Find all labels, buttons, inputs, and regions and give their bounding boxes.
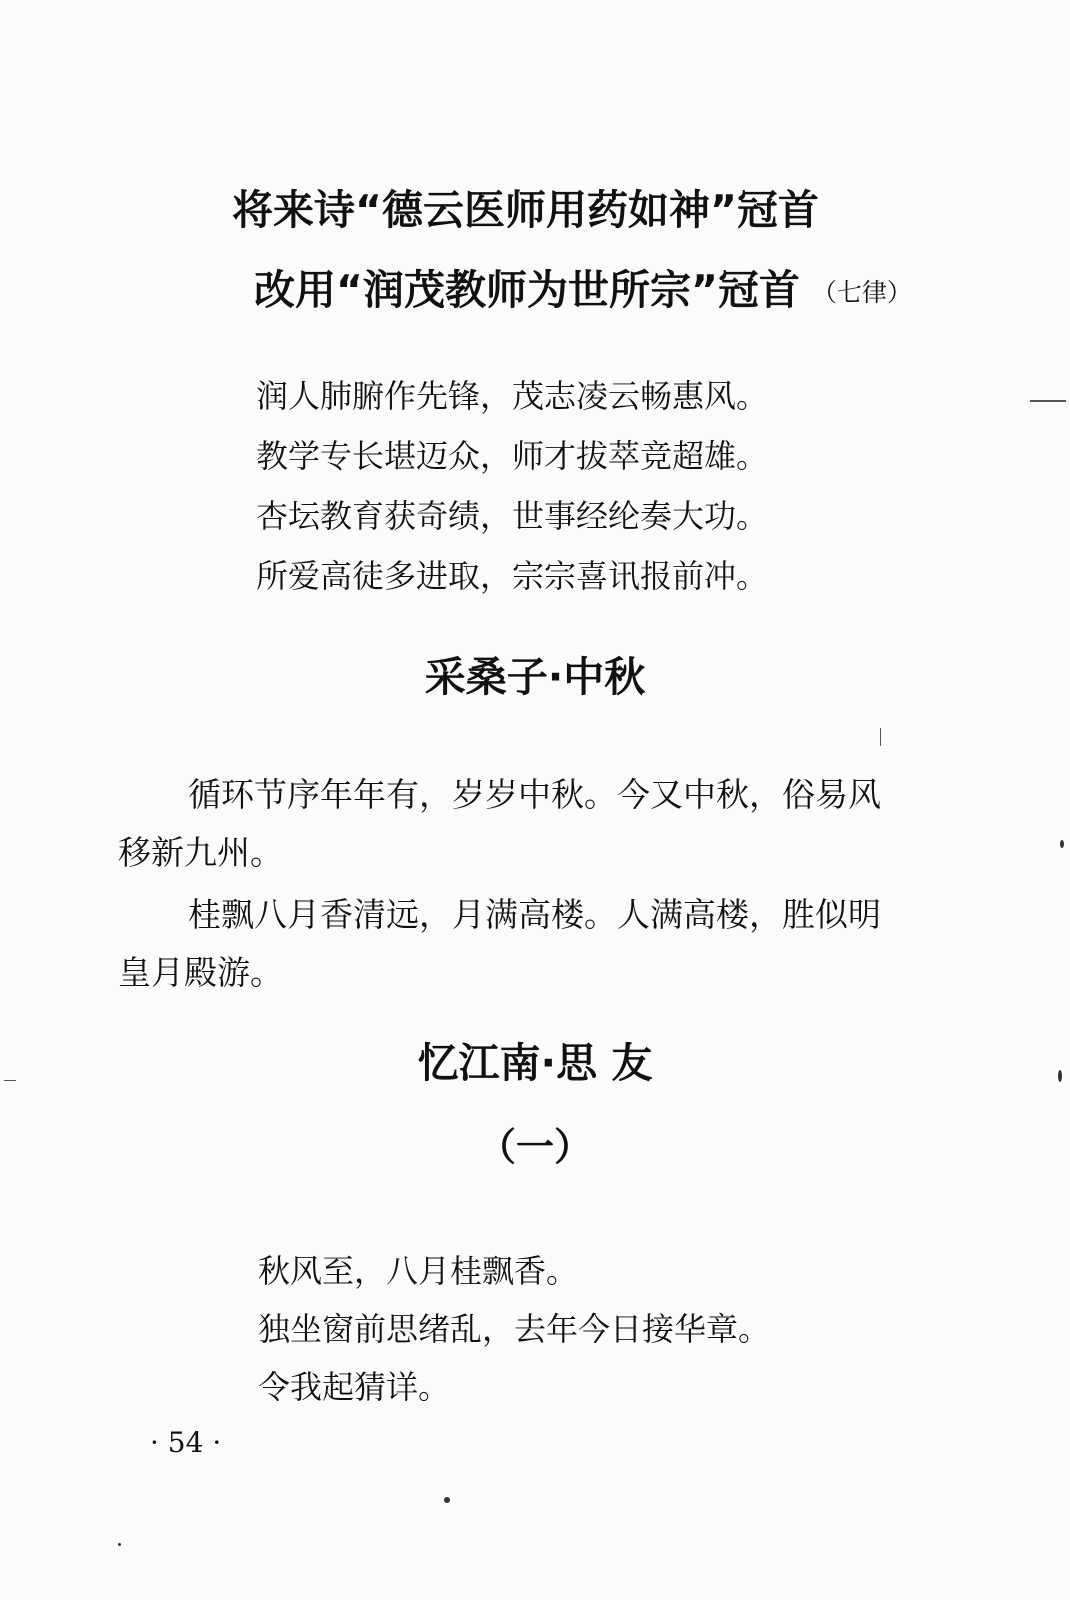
scan-mark	[4, 1080, 16, 1081]
poem1-title-line2	[254, 266, 912, 314]
poem1-line-1: 润人肺腑作先锋，茂志凌云畅惠风。	[256, 377, 769, 415]
poem1-title-line2-text: 改用“润茂教师为世所宗”冠首	[254, 266, 800, 314]
poem3-line-3: 令我起猜详。	[258, 1368, 451, 1406]
scan-speck	[1060, 840, 1064, 848]
page-number: · 54 ·	[150, 1426, 222, 1459]
poem2-para2-line2: 皇月殿游。	[118, 953, 283, 992]
scan-speck	[1058, 1070, 1062, 1082]
poem1-line-2: 教学专长堪迈众，师才拔萃竞超雄。	[256, 437, 769, 475]
poem3-subtitle: （一）	[477, 1125, 592, 1169]
poem2-title: 采桑子·中秋	[424, 653, 646, 701]
poem3-line-2: 独坐窗前思绪乱，去年今日接华章。	[258, 1310, 771, 1348]
scan-mark	[880, 728, 881, 746]
scan-mark	[1030, 400, 1066, 402]
poem2-para1-line2: 移新九州。	[118, 833, 283, 872]
poem2-para2-line1: 桂飘八月香清远，月满高楼。人满高楼，胜似明	[188, 895, 881, 934]
poem3-line-1: 秋风至，八月桂飘香。	[258, 1252, 579, 1290]
poem1-title-line1: 将来诗“德云医师用药如神”冠首	[232, 186, 819, 234]
scan-speck	[118, 1543, 121, 1546]
poem2-para1-line1: 循环节序年年有，岁岁中秋。今又中秋，俗易风	[188, 775, 881, 814]
poem3-title: 忆江南·思 友	[417, 1039, 653, 1087]
scan-speck	[444, 1497, 450, 1503]
poem1-line-4: 所爱高徒多进取，宗宗喜讯报前冲。	[256, 557, 769, 595]
poem1-line-3: 杏坛教育获奇绩，世事经纶奏大功。	[256, 497, 769, 535]
poem1-form-note: （七律）	[811, 278, 912, 307]
